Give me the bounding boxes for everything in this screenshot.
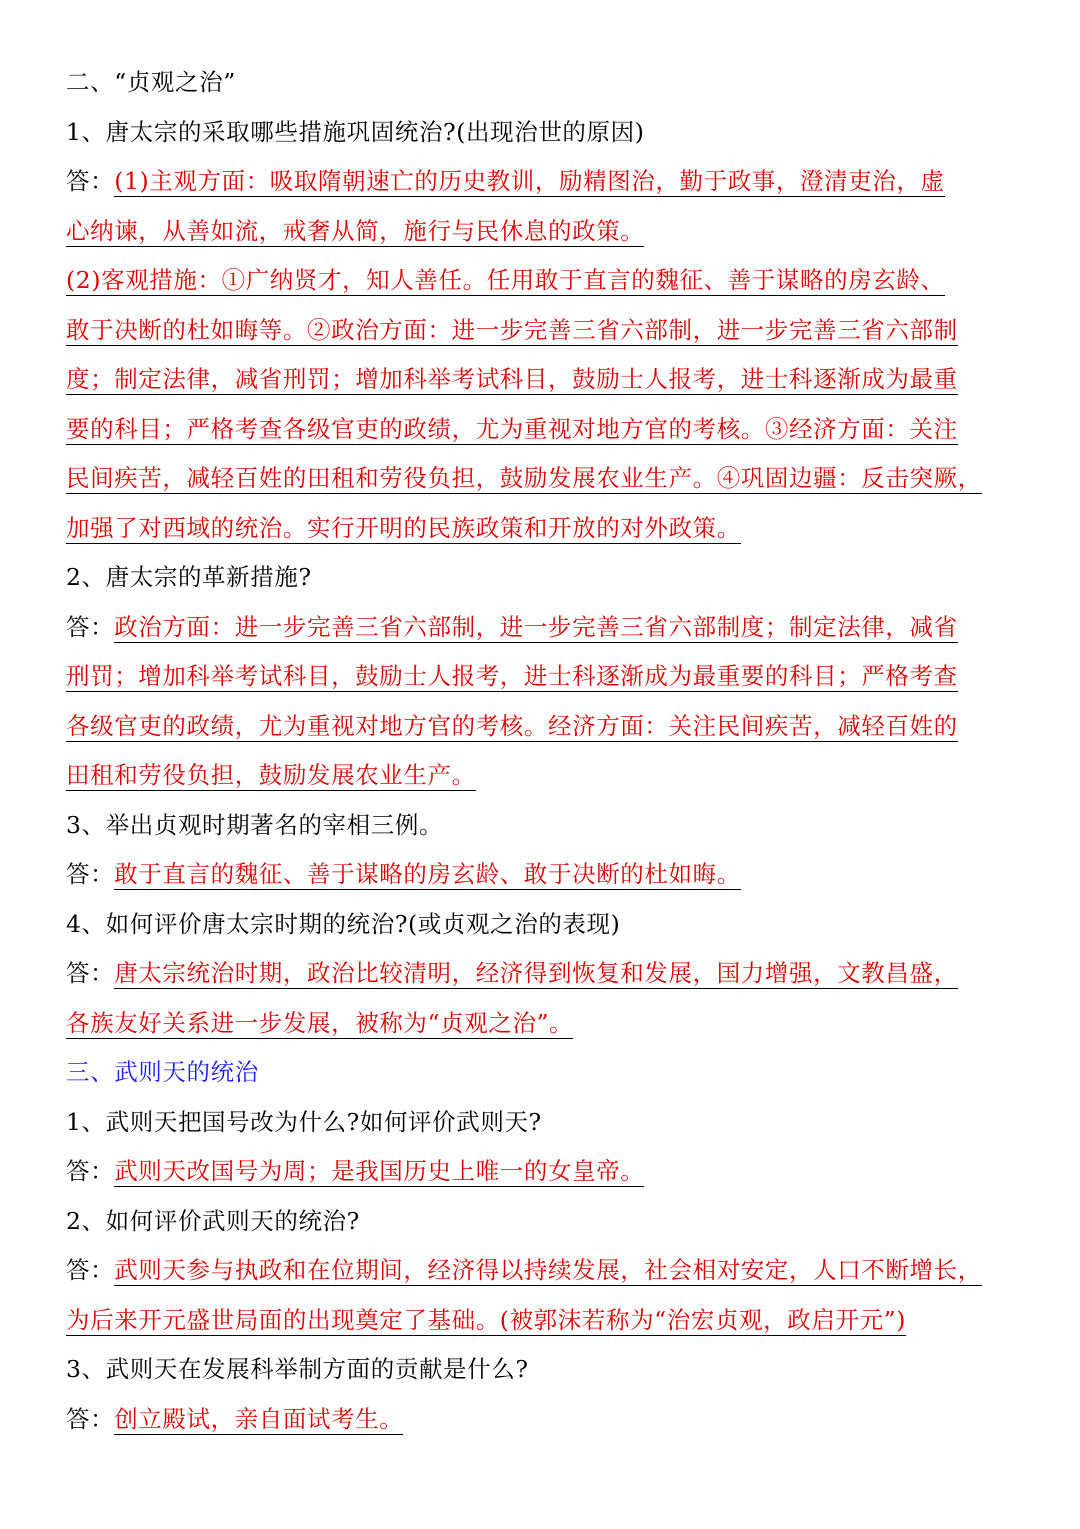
section-heading: 三、武则天的统治 [66, 1058, 259, 1086]
answer-text: 刑罚；增加科举考试科目，鼓励士人报考，进士科逐渐成为最重要的科目；严格考查 [66, 662, 958, 690]
answer-text: 加强了对西域的统治。实行开明的民族政策和开放的对外政策。 [66, 513, 741, 542]
answer-line [66, 504, 1028, 554]
answer-text: (1)主观方面：吸取隋朝速亡的历史教训，励精图治，勤于政事，澄清吏治，虚 [114, 167, 945, 195]
answer-text: 度；制定法律，减省刑罚；增加科举考试科目，鼓励士人报考，进士科逐渐成为最重 [66, 365, 958, 393]
question-text: 1、武则天把国号改为什么?如何评价武则天? [66, 1107, 542, 1136]
answer-line [66, 1395, 1028, 1445]
answer-label: 答： [66, 860, 115, 888]
answer-text: 敢于决断的杜如晦等。②政治方面：进一步完善三省六部制，进一步完善三省六部制 [66, 315, 958, 344]
document-page [66, 58, 1028, 1444]
answer-label: 答： [66, 1404, 115, 1433]
answer-text: 各级官吏的政绩，尤为重视对地方官的考核。经济方面：关注民间疾苦，减轻百姓的 [66, 711, 958, 740]
answer-text: 政治方面：进一步完善三省六部制，进一步完善三省六部制度；制定法律，减省 [114, 612, 958, 641]
answer-line [66, 256, 1028, 306]
answer-line [66, 306, 1028, 356]
answer-line [66, 949, 1028, 999]
answer-line [66, 1246, 1028, 1296]
answer-line [66, 1296, 1028, 1346]
answer-line [66, 999, 1028, 1049]
answer-line [66, 603, 1028, 653]
question-text: 2、如何评价武则天的统治? [66, 1206, 360, 1235]
answer-line [66, 207, 1028, 257]
answer-text: 唐太宗统治时期，政治比较清明，经济得到恢复和发展，国力增强，文教昌盛， [114, 959, 958, 987]
question-text: 4、如何评价唐太宗时期的统治?(或贞观之治的表现) [66, 909, 621, 938]
answer-label: 答： [66, 1157, 115, 1185]
answer-line [66, 1147, 1028, 1197]
answer-text: (2)客观措施：①广纳贤才，知人善任。任用敢于直言的魏征、善于谋略的房玄龄、 [66, 266, 945, 294]
answer-line [66, 751, 1028, 801]
answer-line [66, 405, 1028, 455]
answer-text: 敢于直言的魏征、善于谋略的房玄龄、敢于决断的杜如晦。 [114, 860, 741, 888]
answer-line [66, 702, 1028, 752]
answer-text: 民间疾苦，减轻百姓的田租和劳役负担，鼓励发展农业生产。④巩固边疆：反击突厥， [66, 464, 982, 492]
answer-line [66, 850, 1028, 900]
answer-line [66, 355, 1028, 405]
question-text: 2、唐太宗的革新措施? [66, 563, 312, 591]
answer-line [66, 652, 1028, 702]
answer-label: 答： [66, 1256, 115, 1284]
answer-text: 武则天参与执政和在位期间，经济得以持续发展，社会相对安定，人口不断增长， [114, 1256, 982, 1284]
answer-text: 各族友好关系进一步发展，被称为“贞观之治”。 [66, 1008, 574, 1037]
answer-text: 心纳谏，从善如流，戒奢从简，施行与民休息的政策。 [66, 216, 645, 245]
answer-text: 要的科目；严格考查各级官吏的政绩，尤为重视对地方官的考核。③经济方面：关注 [66, 414, 958, 443]
question-text: 3、举出贞观时期著名的宰相三例。 [66, 810, 444, 839]
question-text: 1、唐太宗的采取哪些措施巩固统治?(出现治世的原因) [66, 117, 645, 146]
answer-label: 答： [66, 612, 115, 641]
answer-text: 创立殿试，亲自面试考生。 [114, 1404, 404, 1433]
answer-line [66, 157, 1028, 207]
answer-line [66, 454, 1028, 504]
answer-text: 武则天改国号为周；是我国历史上唯一的女皇帝。 [114, 1157, 645, 1185]
question-text: 3、武则天在发展科举制方面的贡献是什么? [66, 1355, 529, 1383]
section-heading: 二、“贞观之治” [66, 68, 236, 96]
answer-text: 为后来开元盛世局面的出现奠定了基础。(被郭沫若称为“治宏贞观，政启开元”) [66, 1305, 907, 1334]
answer-label: 答： [66, 167, 115, 195]
answer-label: 答： [66, 959, 115, 987]
answer-text: 田租和劳役负担，鼓励发展农业生产。 [66, 761, 476, 789]
